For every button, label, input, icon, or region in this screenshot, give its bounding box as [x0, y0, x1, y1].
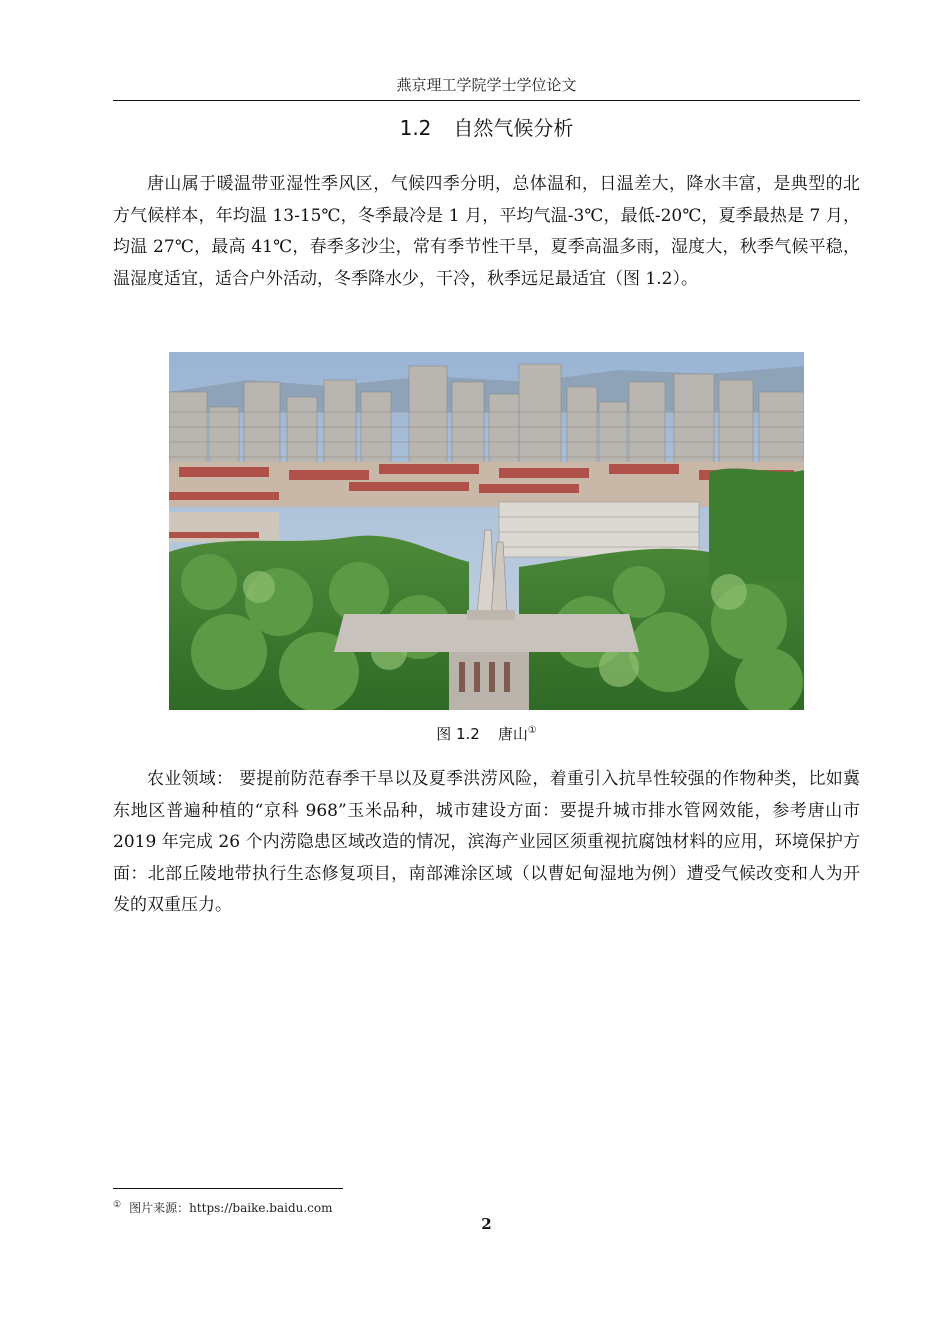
paragraph-impacts: 农业领域： 要提前防范春季干旱以及夏季洪涝风险，着重引入抗旱性较强的作物种类，比如冀东地区普遍种植的“京科 968”玉米品种，城市建设方面：要提升城市排水管网效能，参考唐山市 2019 年完成 26 个内涝隐患区域改造的情况，滨海产业园区须重视抗腐蚀材料的应用，环境保护方面：北部丘陵地带执行生态修复项目，南部滩涂区域（以曹妃甸湿地为例）遭受气候改变和人为开发的双重压力。 — [113, 769, 860, 915]
section-number: 1.2 — [399, 116, 432, 140]
footnote-mark: ① — [113, 1200, 122, 1210]
city-aerial-image — [169, 352, 804, 710]
figure-tangshan-photo — [169, 352, 804, 710]
figure-caption-text: 唐山 — [497, 725, 528, 743]
figure-caption — [113, 720, 860, 745]
section-title: 自然气候分析 — [453, 116, 574, 140]
header-title: 燕京理工学院学士学位论文 — [396, 76, 577, 94]
running-header — [113, 70, 860, 101]
footnote-text: 图片来源：https://baike.baidu.com — [129, 1201, 333, 1215]
footnote-reference: ① — [527, 725, 537, 736]
section-heading — [113, 114, 860, 142]
page-number: 2 — [481, 1215, 492, 1233]
figure-number: 图 1.2 — [436, 725, 480, 743]
footnote-divider — [113, 1188, 343, 1189]
paragraph-climate: 唐山属于暖温带亚湿性季风区，气候四季分明，总体温和，日温差大，降水丰富，是典型的北方气候样本，年均温 13-15℃，冬季最冷是 1 月，平均气温-3℃，最低-20℃，夏季最热是 7 月，均温 27℃，最高 41℃，春季多沙尘，常有季节性干旱，夏季高温多雨，湿度大，秋季气候平稳，温湿度适宜，适合户外活动，冬季降水少，干冷，秋季远足最适宜（图 1.2）。 — [113, 174, 860, 289]
